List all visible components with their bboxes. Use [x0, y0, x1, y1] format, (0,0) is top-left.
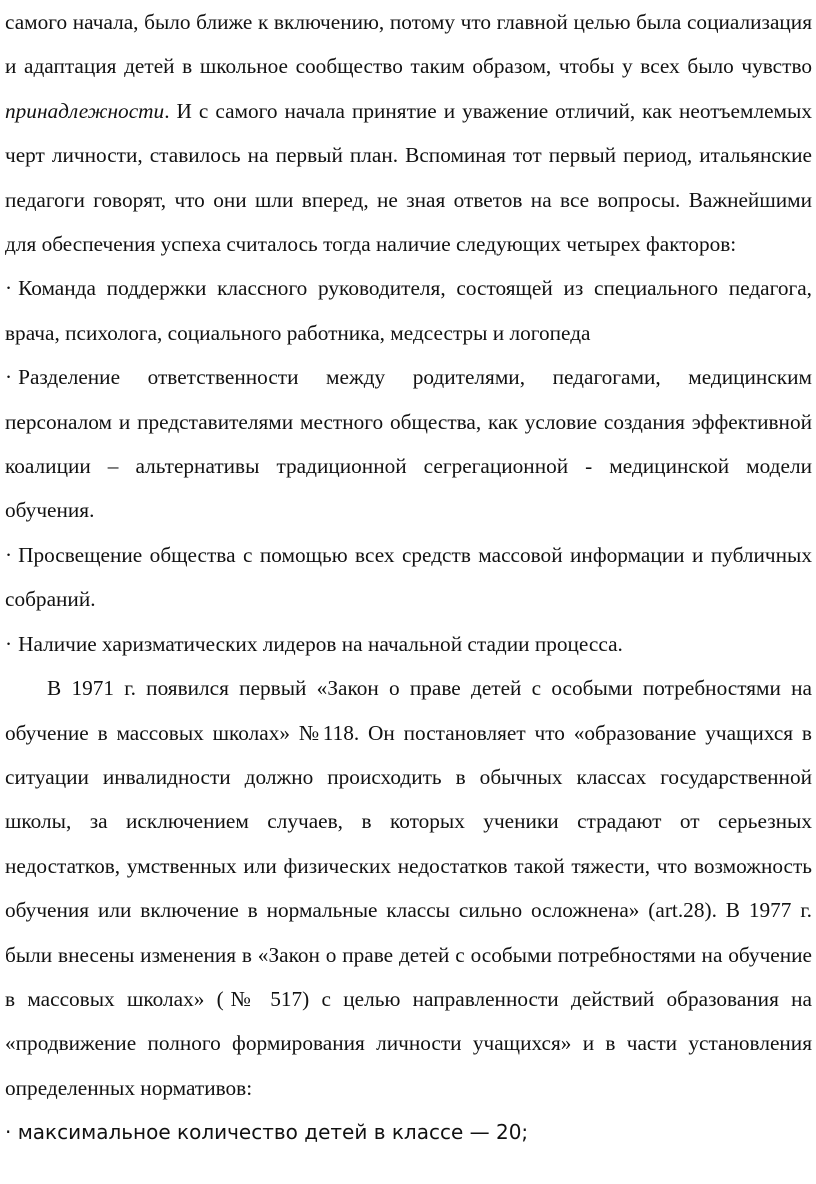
emphasis-belonging: принадлежности	[5, 98, 165, 123]
bullet-mark: ·	[5, 631, 13, 656]
bullet-text: Наличие харизматических лидеров на начальной стадии процесса.	[18, 631, 623, 656]
bullet-item	[5, 622, 812, 666]
paragraph-intro-text: самого начала, было ближе к включению, потому что главной целью была социализация и адаптация детей в школьное сообщество таким образом, чтобы у всех было чувство	[5, 10, 812, 79]
paragraph-law-1971: В 1971 г. появился первый «Закон о праве детей с особыми потребностями на обучение в массовых школах» №118. Он постановляет что «образование учащихся в ситуации инвалидности должно происходить в обычных классах государственной школы, за исключением случаев, в которых ученики страдают от серьезных недостатков, умственных или физических недостатков такой тяжести, что возможность обучения или включение в нормальные классы сильно осложнена» (art.28). В 1977 г. были внесены изменения в «Закон о праве детей с особыми потребностями на обучение в массовых школах» (№ 517) с целью направленности действий образования на «продвижение полного формирования личности учащихся» и в части установления определенных нормативов:	[5, 676, 812, 1100]
paragraph-intro	[5, 0, 812, 266]
paragraph-intro-text-end: . И с самого начала принятие и уважение отличий, как неотъемлемых черт личности, ставилось на первый план. Вспоминая тот первый период, итальянские педагоги говорят, что они шли вперед, не зная ответов на все вопросы. Важнейшими для обеспечения успеха считалось тогда наличие следующих четырех факторов:	[5, 98, 812, 257]
bullet-mark: ·	[5, 542, 13, 567]
bullet-text: Разделение ответственности между родителями, педагогами, медицинским персоналом и представителями местного общества, как условие создания эффективной коалиции – альтернативы традиционной сегрегационной - медицинской модели обучения.	[5, 365, 812, 523]
bullet-class-size: · максимальное количество детей в классе — 20;	[5, 1120, 529, 1145]
bullet-item	[5, 266, 812, 355]
bullet-mark: ·	[5, 365, 13, 390]
bullet-item	[5, 355, 812, 533]
bullet-item	[5, 533, 812, 622]
bullet-mark: ·	[5, 276, 13, 301]
bullet-text: Команда поддержки классного руководителя, состоящей из специального педагога, врача, психолога, социального работника, медсестры и логопеда	[5, 276, 812, 345]
bullet-text: Просвещение общества с помощью всех средств массовой информации и публичных собраний.	[5, 542, 812, 612]
